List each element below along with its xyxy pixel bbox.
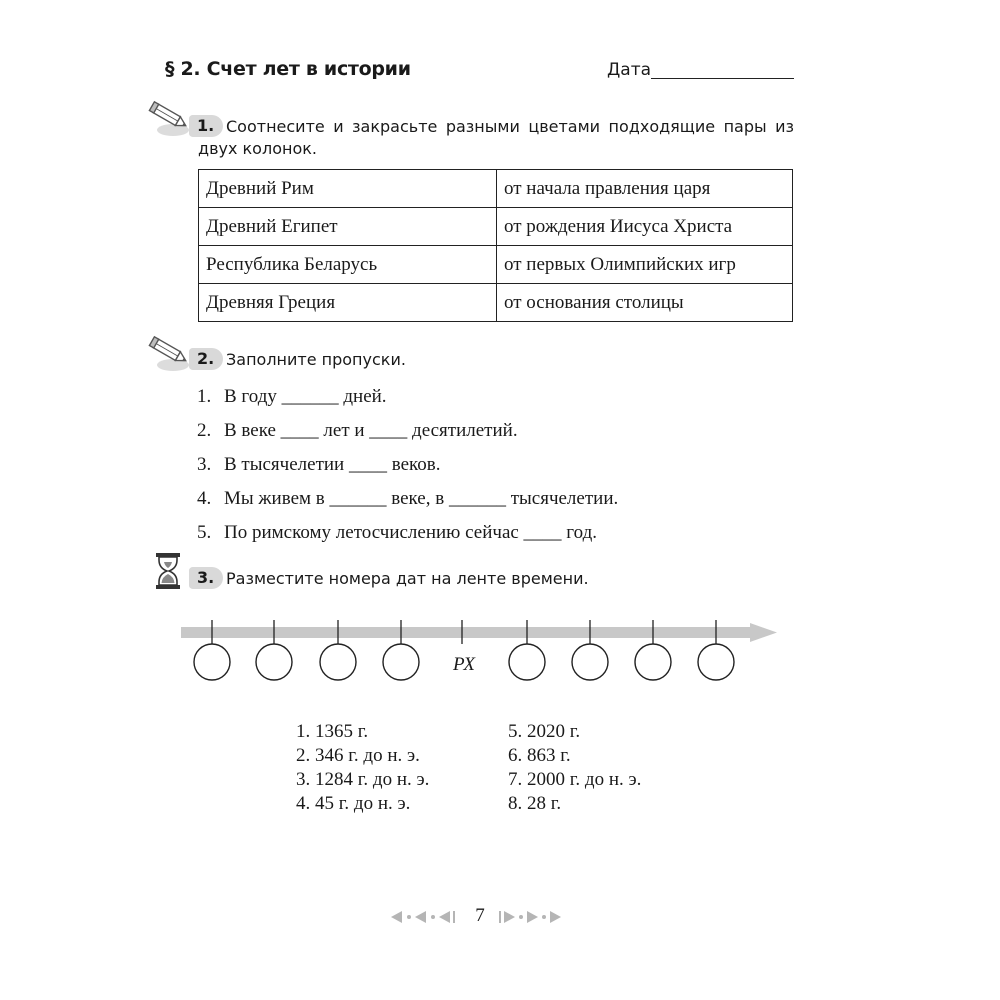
list-item — [197, 520, 618, 554]
list-item-number: 5. — [197, 522, 212, 543]
task-1-text-line1: Соотнесите и закрасьте разными цветами подходящие пары из — [226, 117, 794, 136]
timeline-arrowhead — [750, 623, 777, 642]
list-item-number: 2. — [197, 420, 212, 441]
table-cell-right[interactable]: от рождения Иисуса Христа — [497, 208, 793, 246]
task-1-text-line2: двух колонок. — [198, 139, 317, 158]
list-item — [197, 486, 618, 520]
list-item-number: 1. — [197, 386, 212, 407]
footer-arrows-left-icon — [391, 911, 455, 923]
task-1-number: 1. — [197, 116, 215, 135]
timeline — [178, 615, 780, 687]
task-3-number: 3. — [197, 568, 215, 587]
table-cell-left[interactable]: Древний Рим — [199, 170, 497, 208]
date-label: Дата — [607, 60, 652, 80]
list-item-number: 3. — [197, 454, 212, 475]
matching-table — [198, 169, 793, 322]
table-cell-left[interactable]: Республика Беларусь — [199, 246, 497, 284]
pencil-icon — [147, 333, 191, 373]
table-cell-left[interactable]: Древняя Греция — [199, 284, 497, 322]
date-item: 8. 28 г. — [508, 793, 562, 814]
table-cell-left[interactable]: Древний Египет — [199, 208, 497, 246]
table-row — [199, 246, 793, 284]
list-item-text: По римскому летосчислению сейчас ____ год. — [224, 522, 597, 543]
list-item — [197, 384, 618, 418]
footer-arrows-right-icon — [499, 911, 561, 923]
task-2-text: Заполните пропуски. — [226, 350, 406, 369]
date-field[interactable] — [651, 78, 794, 79]
timeline-label: РХ — [452, 654, 476, 675]
page-number: 7 — [475, 905, 485, 926]
table-row — [199, 284, 793, 322]
page-title: § 2. Счет лет в истории — [165, 58, 411, 80]
dates-column-left — [296, 720, 429, 816]
table-row — [199, 170, 793, 208]
list-item — [197, 418, 618, 452]
timeline-bar — [181, 627, 753, 638]
hourglass-icon — [155, 552, 181, 590]
date-item: 5. 2020 г. — [508, 721, 581, 742]
date-item: 1. 1365 г. — [296, 721, 369, 742]
list-item — [197, 452, 618, 486]
list-item-text: В веке ____ лет и ____ десятилетий. — [224, 420, 518, 441]
pencil-icon — [147, 98, 191, 138]
dates-column-right — [508, 720, 641, 816]
table-cell-right[interactable]: от первых Олимпийских игр — [497, 246, 793, 284]
fill-in-list — [197, 384, 618, 554]
date-item: 3. 1284 г. до н. э. — [296, 769, 430, 790]
task-3-text: Разместите номера дат на ленте времени. — [226, 569, 589, 588]
list-item-text: Мы живем в ______ веке, в ______ тысячелетии. — [224, 488, 619, 509]
date-item: 2. 346 г. до н. э. — [296, 745, 420, 766]
table-cell-right[interactable]: от основания столицы — [497, 284, 793, 322]
date-item: 6. 863 г. — [508, 745, 571, 766]
list-item-text: В тысячелетии ____ веков. — [224, 454, 441, 475]
table-cell-right[interactable]: от начала правления царя — [497, 170, 793, 208]
list-item-text: В году ______ дней. — [224, 386, 387, 407]
table-row — [199, 208, 793, 246]
date-item: 4. 45 г. до н. э. — [296, 793, 411, 814]
date-item: 7. 2000 г. до н. э. — [508, 769, 642, 790]
task-2-number: 2. — [197, 349, 215, 368]
list-item-number: 4. — [197, 488, 212, 509]
footer-ornament — [0, 903, 1000, 931]
